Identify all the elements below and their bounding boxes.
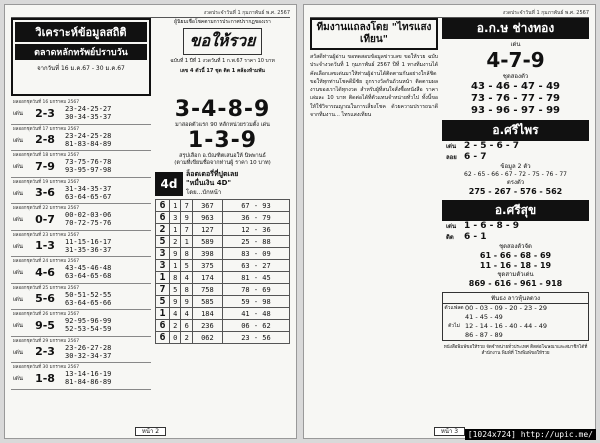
table-cell-main: 3	[156, 248, 170, 260]
table-cell: 81 - 45	[222, 272, 289, 284]
draw-item	[11, 125, 151, 152]
table-cell-main: 5	[156, 236, 170, 248]
table-cell: 9	[170, 296, 181, 308]
table-cell: 9	[170, 248, 181, 260]
draw-line: 13-14-16-19	[65, 370, 112, 378]
draw-label: เด่น	[12, 375, 24, 382]
draw-line: 50-51-52-55	[65, 290, 112, 299]
draw-main: 3-6	[35, 186, 55, 199]
draw-main: 1-3	[35, 239, 55, 252]
pick2-sub: ข้อมูล 2 ตัว	[500, 163, 531, 170]
pick1-line: 73 - 76 - 77 - 79	[470, 93, 560, 104]
draw-line: 73-75-76-78	[65, 158, 112, 166]
draw-item	[11, 310, 151, 337]
watermark: [1024x724] http://upic.me/	[465, 429, 596, 440]
pick2-title: อ.ศรีไพร	[442, 120, 589, 141]
draw-item	[11, 151, 151, 178]
draw-date: ผลออกชุดวันที่ 17 มกราคม 2567	[13, 126, 80, 132]
table-cell: 25 - 88	[222, 236, 289, 248]
draw-item	[11, 363, 151, 390]
table-cell: 1	[170, 260, 181, 272]
pick1-line: 43 - 46 - 47 - 49	[470, 81, 560, 92]
table-cell-main: 6	[156, 212, 170, 224]
lotto-value: 00 - 03 - 09 - 20 - 23 - 29	[465, 304, 548, 312]
table-cell: 1	[170, 224, 181, 236]
draw-main: 9-5	[35, 318, 55, 332]
draw-line: 63-64-65-66	[65, 298, 112, 307]
draw-history-list	[11, 98, 151, 390]
pick1-main: 4-7-9	[486, 48, 545, 72]
left-top-section	[11, 18, 290, 96]
draw-item	[11, 257, 151, 284]
draw-line: 23-24-25-28	[65, 131, 112, 140]
table-cell: 2	[170, 320, 181, 332]
table-cell: 7	[181, 224, 192, 236]
pick3-sub2: ชุดสามตัวเด่น	[497, 271, 534, 278]
main-pick-note: มาสอดตัวแรก 90 หลักหน่วยรวมตั้ง เด่น	[175, 122, 270, 128]
table-cell: 398	[192, 248, 222, 260]
draw-line: 30-34-35-37	[65, 113, 112, 121]
table-cell: 0	[170, 332, 181, 344]
draw-label: เด่น	[12, 136, 24, 144]
table-cell-main: 1	[156, 308, 170, 320]
draw-label: เด่น	[12, 242, 24, 250]
table-cell: 5	[181, 260, 192, 272]
table-row	[156, 248, 290, 260]
table-cell: 184	[192, 308, 222, 320]
table-cell-main: 7	[156, 284, 170, 296]
lotto-key	[443, 331, 465, 340]
draw-label: เด่น	[12, 216, 24, 223]
pick2-row2-value: 6 - 7	[464, 152, 487, 162]
draw-line: 23-24-25-27	[65, 105, 112, 113]
table-cell: 4	[181, 272, 192, 284]
table-cell: 9	[181, 212, 192, 224]
lotto-value: 86 - 87 - 89	[465, 331, 503, 339]
draw-item	[11, 337, 151, 364]
table-cell: 8	[181, 248, 192, 260]
stats-title: วิเคราะห์ข้อมูลสถิติ	[15, 22, 147, 42]
pick3-row	[442, 232, 589, 243]
table-row	[156, 224, 290, 236]
pick2-row	[442, 141, 589, 152]
draw-line: 00-02-03-06	[65, 211, 112, 219]
lotto-row	[443, 304, 588, 313]
table-cell: 63 - 27	[222, 260, 289, 272]
draw-line: 70-72-75-76	[65, 219, 112, 227]
table-cell: 963	[192, 212, 222, 224]
4d-subtitle: "หมื่นเงิน 4D"	[186, 179, 232, 187]
draw-main: 2-3	[35, 106, 55, 120]
table-cell-main: 6	[156, 200, 170, 212]
draw-main: 1-8	[35, 371, 55, 385]
left-picks-column	[155, 98, 290, 390]
main-pick-four: 3-4-8-9	[174, 97, 271, 122]
table-cell: 9	[181, 296, 192, 308]
draw-label: เด่น	[12, 189, 24, 197]
table-cell: 589	[192, 236, 222, 248]
draw-date: ผลออกชุดวันที่ 24 มกราคม 2567	[13, 259, 80, 264]
promo-small-text: ผู้นิยมเชื่อโชคตามการประกาศปรากฏของเรา	[174, 19, 271, 25]
pick2-line1: 62 - 65 - 66 - 67 - 72 - 75 - 76 - 77	[464, 171, 567, 178]
draw-line: 63-64-65-68	[65, 272, 112, 280]
draw-date: ผลออกชุดวันที่ 25 มกราคม 2567	[13, 285, 80, 291]
stats-subtitle: ตลาดหลักทรัพย์ปราบวัน	[15, 44, 147, 60]
draw-line: 11-15-16-17	[65, 237, 112, 246]
left-page-header: งวดประจำวันที่ 1 กุมภาพันธ์ พ.ศ. 2567	[203, 10, 290, 16]
promo-box	[155, 18, 290, 96]
draw-line: 31-34-35-37	[65, 184, 112, 193]
pick3-row1-value: 1 - 6 - 8 - 9	[464, 221, 520, 231]
summary-note: สรุปเลือก อ.บัณฑิตเสนอให้ นิพพานธ์	[179, 153, 266, 159]
table-row	[156, 272, 290, 284]
table-cell: 3	[170, 212, 181, 224]
table-cell: 23 - 56	[222, 332, 289, 344]
pick2-line2: 275 - 267 - 576 - 562	[468, 187, 563, 196]
draw-date: ผลออกชุดวันที่ 23 มกราคม 2567	[13, 232, 80, 238]
table-cell-main: 5	[156, 296, 170, 308]
table-cell: 67 - 93	[222, 200, 289, 212]
draw-line: 31-35-36-37	[65, 245, 112, 254]
draw-date: ผลออกชุดวันที่ 26 มกราคม 2567	[13, 312, 80, 317]
promo-issue: ฉบับที่ 1 ปีที่ 1 งวดวันที่ 1 ก.พ.67 ราคา 10 บาท	[170, 58, 275, 64]
right-page-number: หน้า 3	[434, 427, 465, 436]
lotto-key: ตัวแฟลต	[444, 305, 464, 311]
magazine-logo: ขอให้รวย	[183, 28, 263, 55]
table-cell: 5	[170, 284, 181, 296]
fine-print: หนังสือพิมพ์ขอให้รวย จัดจำหน่ายทั่วประเทศ ติดต่อโฆษณาและสมาชิกได้ที่สำนักงาน พิมพ์ที่ โรงพิมพ์ขอให้รวย	[443, 345, 588, 356]
pick3-line: 61 - 66 - 68 - 69	[479, 251, 552, 260]
left-body	[11, 98, 290, 390]
draw-line: 81-83-84-89	[65, 139, 112, 148]
pick1-sub2: ชุดสองตัว	[502, 73, 529, 80]
draw-line: 92-95-96-99	[65, 317, 112, 325]
table-cell: 758	[192, 284, 222, 296]
pick1-sub: เด่น	[510, 41, 521, 48]
article-title: ทีมงานแถลงโดย "ไทรแสงเทียน"	[310, 18, 438, 50]
draw-label: เด่น	[12, 322, 24, 329]
price-note: (ตามที่เขียนชื่อจากท่านผู้ ราคา 10 บาท)	[174, 160, 271, 166]
table-cell: 6	[181, 320, 192, 332]
draw-main: 2-3	[35, 345, 55, 358]
lotto-value: 12 - 14 - 16 - 40 - 44 - 49	[465, 322, 548, 330]
left-page-number: หน้า 2	[135, 427, 166, 436]
table-row	[156, 200, 290, 212]
draw-line: 63-64-65-67	[65, 192, 112, 201]
lottery-4d-box	[155, 170, 290, 197]
article-column	[310, 18, 438, 416]
table-cell-main: 1	[156, 272, 170, 284]
draw-item	[11, 284, 151, 311]
lotto-title: ฟันธง ลาวหุ้นลดวง	[443, 293, 588, 304]
number-table	[155, 199, 290, 344]
pick1-line: 93 - 96 - 97 - 99	[470, 105, 560, 116]
draw-date: ผลออกชุดวันที่ 19 มกราคม 2567	[13, 179, 80, 185]
pick3-line3: 869 - 616 - 961 - 918	[468, 279, 563, 288]
table-cell: 062	[192, 332, 222, 344]
4d-author: โดย...บักหน้า	[186, 189, 222, 196]
draw-date: ผลออกชุดวันที่ 18 มกราคม 2567	[13, 153, 80, 158]
pick2-row2-key: ลอย	[446, 154, 457, 161]
draw-item	[11, 204, 151, 231]
pick3-title: อ.ศรีสุข	[442, 200, 589, 221]
draw-main: 5-6	[35, 292, 55, 305]
picks-column	[442, 18, 589, 416]
table-cell-main: 2	[156, 224, 170, 236]
draw-label: เด่น	[12, 348, 24, 356]
4d-logo: 4d	[155, 172, 183, 196]
draw-main: 2-8	[35, 133, 55, 146]
table-row	[156, 332, 290, 344]
right-page-header: งวดประจำวันที่ 1 กุมภาพันธ์ พ.ศ. 2567	[502, 10, 589, 16]
table-cell: 1	[181, 236, 192, 248]
table-cell: 2	[170, 236, 181, 248]
right-page	[303, 4, 596, 439]
table-cell: 4	[181, 308, 192, 320]
table-cell: 375	[192, 260, 222, 272]
table-row	[156, 308, 290, 320]
lotto-box	[442, 292, 589, 341]
stats-title-box	[11, 18, 151, 96]
table-cell: 36 - 79	[222, 212, 289, 224]
draw-line: 81-84-86-89	[65, 378, 112, 386]
table-cell: 4	[170, 308, 181, 320]
pick1-title: อ.ก.ษ ช่างทอง	[442, 18, 589, 39]
pick3-row2-value: 6 - 1	[464, 232, 487, 242]
draw-line: 23-26-27-28	[65, 343, 112, 352]
draw-main: 7-9	[35, 159, 55, 173]
table-row	[156, 284, 290, 296]
draw-label: เด่น	[12, 295, 24, 303]
table-row	[156, 296, 290, 308]
draw-main: 0-7	[35, 212, 55, 226]
draw-label: เด่น	[12, 269, 24, 276]
lotto-key	[443, 313, 465, 322]
draw-item	[11, 231, 151, 258]
table-row	[156, 320, 290, 332]
draw-line: 43-45-46-48	[65, 264, 112, 272]
table-cell: 83 - 09	[222, 248, 289, 260]
table-cell: 127	[192, 224, 222, 236]
pick2-row1-value: 2 - 5 - 6 - 7	[464, 141, 520, 151]
pick2-row	[442, 152, 589, 163]
pick2-sub2: ตรงตัว	[506, 179, 525, 186]
draw-date: ผลออกชุดวันที่ 29 มกราคม 2567	[13, 338, 80, 344]
table-cell: 174	[192, 272, 222, 284]
lotto-row	[443, 313, 588, 322]
table-cell: 59 - 98	[222, 296, 289, 308]
left-page-footer	[5, 426, 296, 436]
pick3-row	[442, 221, 589, 232]
table-cell: 2	[181, 332, 192, 344]
main-pick-three: 1-3-9	[187, 128, 258, 153]
table-cell: 585	[192, 296, 222, 308]
table-cell-main: 3	[156, 260, 170, 272]
left-page	[4, 4, 297, 439]
lotto-row	[443, 331, 588, 340]
table-cell: 7	[181, 200, 192, 212]
table-cell-main: 6	[156, 332, 170, 344]
pick3-line: 11 - 16 - 18 - 19	[479, 261, 552, 270]
stats-date-range: จากวันที่ 16 ม.ค.67 - 30 ม.ค.67	[37, 65, 125, 72]
lotto-key: ตัวไม่	[448, 323, 460, 329]
draw-label: เด่น	[12, 163, 24, 170]
draw-line: 30-32-34-37	[65, 351, 112, 360]
pick-note: เลข 4 ตัวนี้ 17 ชุด ติด 1 คล้องห้ามพัน	[180, 68, 265, 74]
table-cell: 8	[170, 272, 181, 284]
table-cell: 78 - 69	[222, 284, 289, 296]
table-row	[156, 260, 290, 272]
article-body: สวัสดีท่านผู้อ่าน ขอทดสอบข้อมูลข่าวเลข ขอให้รวย ฉบับประจำงวดวันที่ 1 กุมภาพันธ์ 2567 ปีที่ 1 ทางทีมงานได้คัดเลือกเลขเด่นมาให้ท่านผู้อ่านได้ติดตามกันอย่างใกล้ชิด ขอให้ทุกท่านโชคดีมีชัย ถูกรางวัลกันถ้วนหน้า ติดตามผลงานของเราได้ทุกงวด สำหรับผู้ที่สนใจสั่งซื้อหนังสือ ราคาเล่มละ 10 บาท ติดต่อได้ที่ตัวแทนจำหน่ายทั่วไป ทั้งนี้ขอให้ใช้วิจารณญาณในการเสี่ยงโชค ด้วยความปรารถนาดีจากทีมงาน... ไทรแสงเทียน	[310, 54, 438, 119]
table-row	[156, 236, 290, 248]
right-grid	[310, 18, 589, 416]
table-cell: 12 - 36	[222, 224, 289, 236]
pick2-row1-key: เด่น	[446, 143, 457, 150]
pick3-row2-key: ติด	[446, 234, 454, 241]
table-cell: 41 - 48	[222, 308, 289, 320]
table-cell: 8	[181, 284, 192, 296]
table-cell: 236	[192, 320, 222, 332]
draw-item	[11, 178, 151, 205]
table-cell-main: 6	[156, 320, 170, 332]
draw-item	[11, 98, 151, 125]
table-row	[156, 212, 290, 224]
draw-line: 93-95-97-98	[65, 166, 112, 174]
table-cell: 367	[192, 200, 222, 212]
draw-label: เด่น	[12, 110, 24, 117]
lotto-row	[443, 322, 588, 331]
draw-date: ผลออกชุดวันที่ 16 มกราคม 2567	[13, 100, 80, 105]
table-cell: 1	[170, 200, 181, 212]
draw-date: ผลออกชุดวันที่ 30 มกราคม 2567	[13, 365, 80, 370]
pick3-row1-key: เด่น	[446, 223, 457, 230]
magazine-spread	[4, 4, 596, 439]
pick3-sub: ชุดสองตัวจัด	[499, 243, 532, 250]
draw-main: 4-6	[35, 265, 55, 279]
lotto-value: 41 - 45 - 49	[465, 313, 503, 321]
draw-date: ผลออกชุดวันที่ 22 มกราคม 2567	[13, 206, 80, 211]
draw-line: 52-53-54-59	[65, 325, 112, 333]
table-cell: 06 - 62	[222, 320, 289, 332]
4d-title: ล็อตเตอรี่ที่ปูตเลย	[186, 170, 239, 178]
